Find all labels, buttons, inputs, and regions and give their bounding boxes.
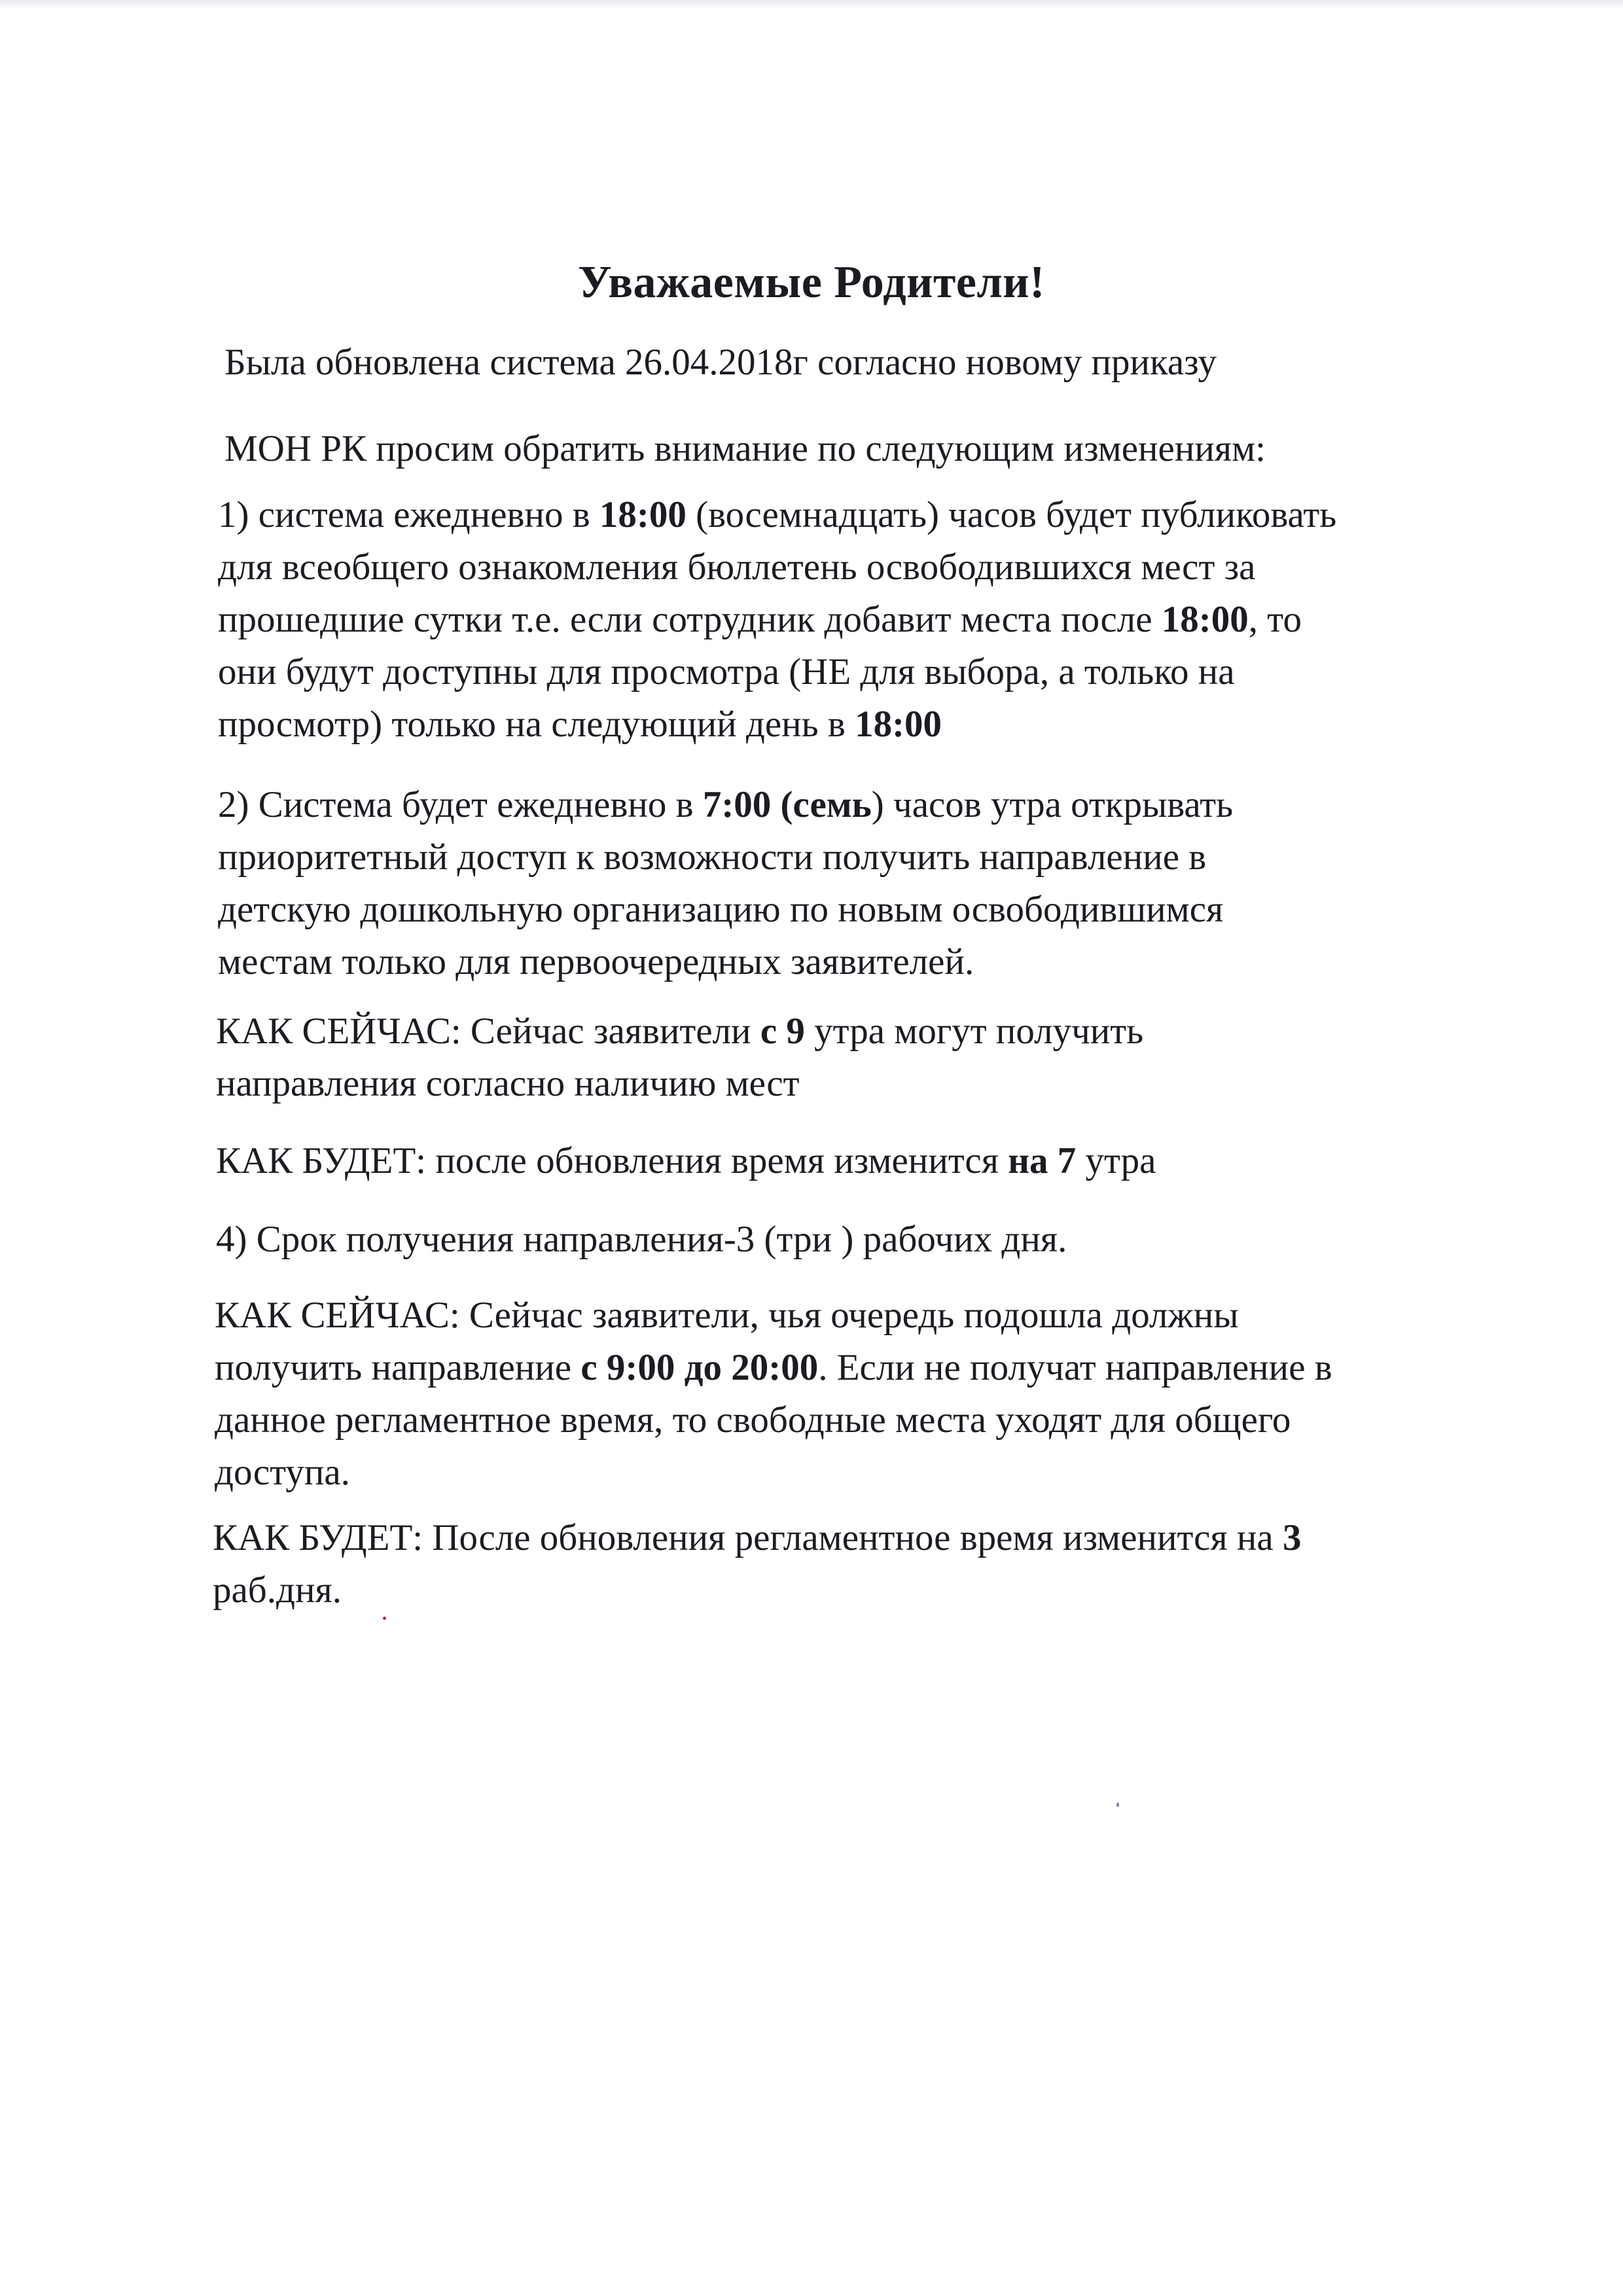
scan-edge — [0, 0, 1623, 9]
current-state-paragraph — [216, 1005, 1143, 1110]
text-line: они будут доступны для просмотра (НЕ для выбора, а только на — [218, 651, 1235, 692]
text-line: 4) Срок получения направления-3 (три ) рабочих дня. — [216, 1219, 1067, 1260]
text-line: раб.дня. — [213, 1570, 342, 1611]
future-state-paragraph — [216, 1135, 1156, 1187]
text-line: Была обновлена система 26.04.2018г согласно новому приказу — [224, 342, 1217, 383]
text-line: прошедшие сутки т.е. если сотрудник добавит места после 18:00, то — [218, 599, 1302, 640]
text-line: 2) Система будет ежедневно в 7:00 (семь) часов утра открывать — [218, 784, 1234, 825]
page-title: Уважаемые Родители! — [578, 257, 1045, 308]
text-line: данное регламентное время, то свободные места уходят для общего — [215, 1399, 1291, 1441]
text-line: просмотр) только на следующий день в 18:00 — [218, 704, 942, 745]
future-deadline-paragraph — [213, 1512, 1301, 1617]
text-line: местам только для первоочередных заявителей. — [218, 941, 974, 982]
intro-paragraph — [224, 336, 1266, 475]
text-line: КАК СЕЙЧАС: Сейчас заявители с 9 утра могут получить — [216, 1011, 1144, 1052]
scan-speck — [1116, 1803, 1119, 1807]
text-line: детскую дошкольную организацию по новым освободившимся — [218, 889, 1224, 930]
item-2-paragraph — [218, 779, 1233, 988]
text-line: приоритетный доступ к возможности получить направление в — [218, 836, 1207, 878]
text-line: КАК БУДЕТ: После обновления регламентное время изменится на 3 — [213, 1517, 1302, 1558]
text-line: для всеобщего ознакомления бюллетень освободившихся мест за — [218, 547, 1256, 588]
item-1-paragraph — [218, 489, 1336, 751]
text-line: КАК СЕЙЧАС: Сейчас заявители, чья очередь подошла должны — [215, 1295, 1239, 1336]
text-line: доступа. — [215, 1452, 350, 1493]
item-4-paragraph — [216, 1213, 1067, 1266]
text-line: КАК БУДЕТ: после обновления время изменится на 7 утра — [216, 1140, 1156, 1181]
text-line: МОН РК просим обратить внимание по следующим изменениям: — [224, 428, 1266, 469]
text-line: 1) система ежедневно в 18:00 (восемнадцать) часов будет публиковать — [218, 494, 1337, 535]
scan-speck — [383, 1617, 386, 1620]
text-line: направления согласно наличию мест — [216, 1063, 800, 1104]
current-deadline-paragraph — [215, 1289, 1332, 1499]
text-line: получить направление с 9:00 до 20:00. Если не получат направление в — [215, 1347, 1332, 1388]
